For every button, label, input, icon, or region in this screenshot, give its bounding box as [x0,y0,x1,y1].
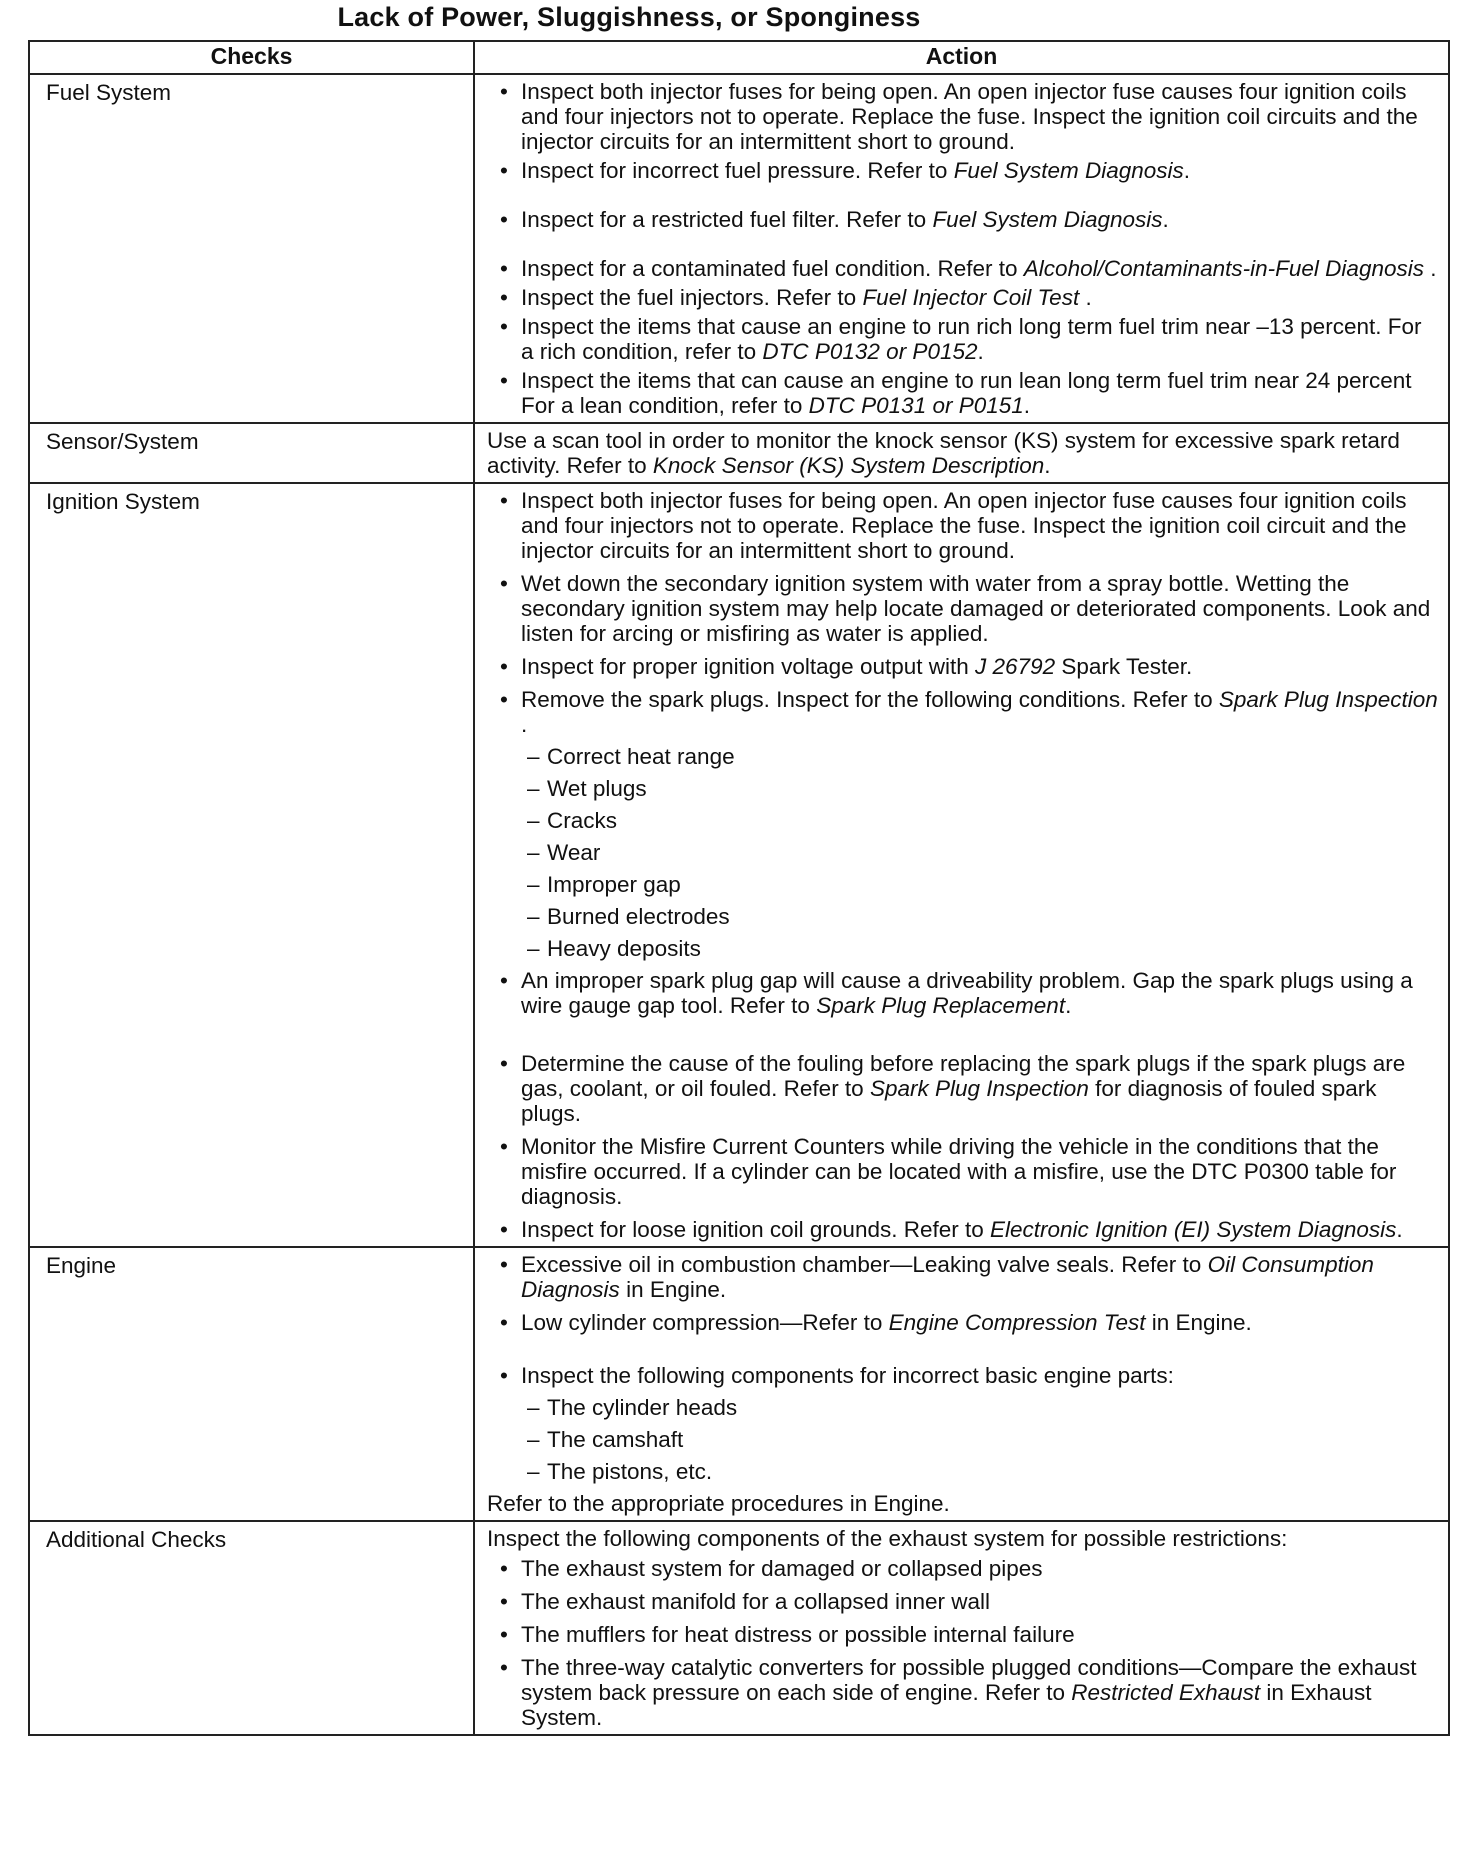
header-row [29,41,1449,74]
list-item: – The cylinder heads [521,1395,1440,1420]
diagnosis-table [28,40,1450,1736]
list-item: – Cracks [521,808,1440,833]
reference-link: Fuel Injector Coil Test [862,285,1080,310]
list-item: • Inspect for a contaminated fuel condition. Refer to Alcohol/Contaminants-in-Fuel Diagnosis . [495,256,1440,281]
list-item: • The exhaust manifold for a collapsed inner wall [495,1589,1440,1614]
list-item: • Low cylinder compression—Refer to Engine Compression Test in Engine. [495,1310,1440,1335]
list-item: – Wear [521,840,1440,865]
page-title: Lack of Power, Sluggishness, or Sponginess [337,2,921,32]
list-item: • Inspect the following components for incorrect basic engine parts: – The cylinder heads – The camshaft – The pistons, etc. [495,1363,1440,1484]
list-item: – Heavy deposits [521,936,1440,961]
table-row-fuel-system [29,74,1449,423]
reference-link: Fuel System Diagnosis [932,207,1163,232]
list-item: • The three-way catalytic converters for possible plugged conditions—Compare the exhaust system back pressure on each side of engine. Refer to Restricted Exhaust in Exhaust System. [495,1655,1440,1730]
action-engine [474,1247,1449,1521]
reference-link: DTC P0131 or P0151 [808,393,1024,418]
list-item: – Correct heat range [521,744,1440,769]
condition-list [521,744,1440,961]
reference-link: Engine Compression Test [888,1310,1146,1335]
list-item: • Inspect the items that can cause an engine to run lean long term fuel trim near 24 percent For a lean condition, refer to DTC P0131 or P0151. [495,368,1440,418]
list-item: – The camshaft [521,1427,1440,1452]
list-item: • An improper spark plug gap will cause a driveability problem. Gap the spark plugs using a wire gauge gap tool. Refer to Spark Plug Replacement. [495,968,1440,1018]
list-item: – Improper gap [521,872,1440,897]
reference-link: Restricted Exhaust [1071,1680,1261,1705]
additional-intro: Inspect the following components of the exhaust system for possible restrictions: [487,1526,1288,1551]
check-sensor-system: Sensor/System [29,423,474,483]
list-item: • Excessive oil in combustion chamber—Leaking valve seals. Refer to Oil Consumption Diagnosis in Engine. [495,1252,1440,1302]
list-item: • Inspect the items that cause an engine to run rich long term fuel trim near –13 percent. For a rich condition, refer to DTC P0132 or P0152. [495,314,1440,364]
check-additional-checks: Additional Checks [29,1521,474,1735]
action-additional-checks [474,1521,1449,1735]
engine-note: Refer to the appropriate procedures in Engine. [487,1491,950,1516]
header-action: Action [474,41,1449,74]
list-item: – Burned electrodes [521,904,1440,929]
list-item: • Remove the spark plugs. Inspect for the following conditions. Refer to Spark Plug Inspection . – Correct heat range – Wet plugs – Cracks – Wear – Improper gap – Burned electrodes – Heavy deposits [495,687,1440,961]
list-item: – Wet plugs [521,776,1440,801]
list-item: • Monitor the Misfire Current Counters while driving the vehicle in the conditions that the misfire occurred. If a cylinder can be located with a misfire, use the DTC P0300 table for diagnosis. [495,1134,1440,1209]
table-row-ignition-system [29,483,1449,1247]
list-item: • Inspect for a restricted fuel filter. Refer to Fuel System Diagnosis. [495,207,1440,232]
reference-link: J 26792 [975,654,1056,679]
reference-link: Oil Consumption Diagnosis [521,1252,1374,1302]
action-fuel-system [474,74,1449,423]
list-item: • Inspect for loose ignition coil grounds. Refer to Electronic Ignition (EI) System Diagnosis. [495,1217,1440,1242]
action-ignition-system [474,483,1449,1247]
list-item: • Inspect both injector fuses for being open. An open injector fuse causes four ignition coils and four injectors not to operate. Replace the fuse. Inspect the ignition coil circuit and the injector circuits for an intermittent short to ground. [495,488,1440,563]
header-checks: Checks [29,41,474,74]
parts-list [521,1395,1440,1484]
check-engine: Engine [29,1247,474,1521]
reference-link: Spark Plug Inspection [869,1076,1089,1101]
list-item: • Wet down the secondary ignition system with water from a spray bottle. Wetting the secondary ignition system may help locate damaged or deteriorated components. Look and listen for arcing or misfiring as water is applied. [495,571,1440,646]
list-item: • Inspect the fuel injectors. Refer to Fuel Injector Coil Test . [495,285,1440,310]
reference-link: Electronic Ignition (EI) System Diagnosis [990,1217,1397,1242]
reference-link: Knock Sensor (KS) System Description [652,453,1045,478]
table-row-additional-checks [29,1521,1449,1735]
list-item: • Inspect for incorrect fuel pressure. Refer to Fuel System Diagnosis. [495,158,1440,183]
table-row-engine [29,1247,1449,1521]
reference-link: Spark Plug Inspection [1218,687,1438,712]
list-item: • Inspect for proper ignition voltage output with J 26792 Spark Tester. [495,654,1440,679]
check-ignition-system: Ignition System [29,483,474,1247]
check-fuel-system: Fuel System [29,74,474,423]
reference-link: Spark Plug Replacement [816,993,1066,1018]
list-item: – The pistons, etc. [521,1459,1440,1484]
reference-link: Fuel System Diagnosis [953,158,1184,183]
action-sensor-system: Use a scan tool in order to monitor the knock sensor (KS) system for excessive spark retard activity. Refer to Knock Sensor (KS) System Description. [474,423,1449,483]
list-item: • Determine the cause of the fouling before replacing the spark plugs if the spark plugs are gas, coolant, or oil fouled. Refer to Spark Plug Inspection for diagnosis of fouled spark plugs. [495,1051,1440,1126]
reference-link: Alcohol/Contaminants-in-Fuel Diagnosis [1023,256,1424,281]
table-row-sensor-system [29,423,1449,483]
list-item: • The exhaust system for damaged or collapsed pipes [495,1556,1440,1581]
reference-link: DTC P0132 or P0152 [762,339,978,364]
list-item: • Inspect both injector fuses for being open. An open injector fuse causes four ignition coils and four injectors not to operate. Replace the fuse. Inspect the ignition coil circuits and the injector circuits for an intermittent short to ground. [495,79,1440,154]
list-item: • The mufflers for heat distress or possible internal failure [495,1622,1440,1647]
